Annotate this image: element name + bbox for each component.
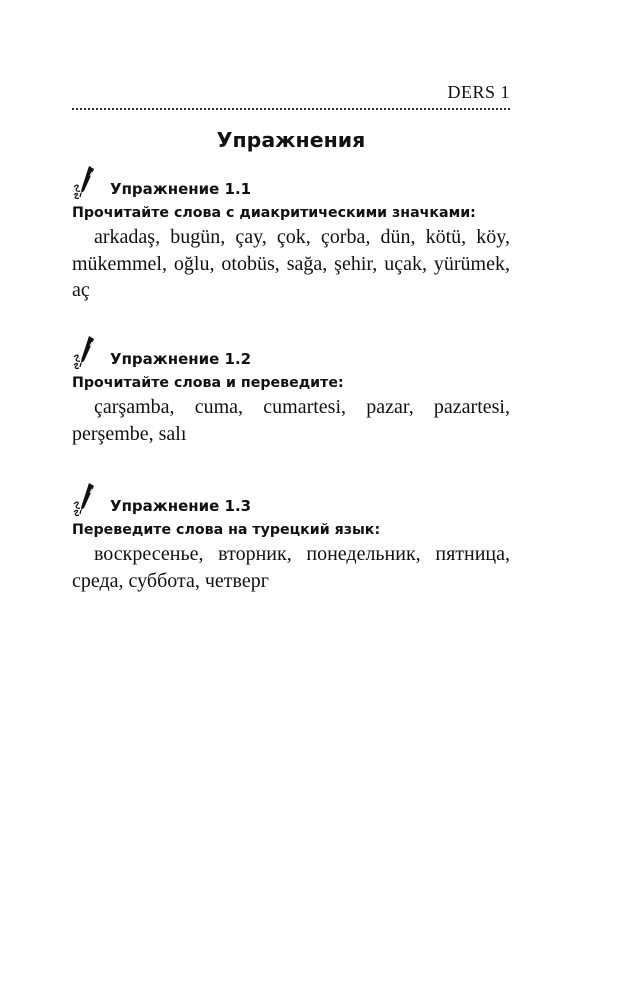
pen-writing-icon: [72, 333, 106, 371]
exercise-title: Упражнение 1.3: [110, 497, 252, 515]
exercise-1-3: [72, 480, 510, 594]
exercise-title: Упражнение 1.2: [110, 350, 252, 368]
running-head-text: DERS 1: [447, 82, 510, 102]
section-title: Упражнения: [216, 128, 366, 152]
exercise-word-list: çarşamba, cuma, cumartesi, pazar, pazartesi, perşembe, salı: [72, 396, 510, 445]
exercise-instruction: Прочитайте слова и переведите:: [72, 375, 344, 391]
exercise-1-2: [72, 333, 510, 447]
exercise-header: [72, 333, 510, 373]
pen-writing-icon: [72, 163, 106, 201]
running-head: [72, 80, 510, 110]
exercise-word-list: arkadaş, bugün, çay, çok, çorba, dün, kötü, köy, mükemmel, oğlu, otobüs, sağa, şehir, uçak, yürümek, aç: [72, 226, 510, 301]
exercise-1-1: [72, 163, 510, 304]
exercise-instruction: Прочитайте слова с диакритическими значками:: [72, 205, 476, 221]
exercise-header: [72, 163, 510, 203]
exercise-word-list: воскресенье, вторник, понедельник, пятница, среда, суббота, четверг: [72, 543, 510, 592]
exercise-instruction: Переведите слова на турецкий язык:: [72, 522, 381, 538]
exercise-title: Упражнение 1.1: [110, 180, 252, 198]
exercise-header: [72, 480, 510, 520]
pen-writing-icon: [72, 480, 106, 518]
